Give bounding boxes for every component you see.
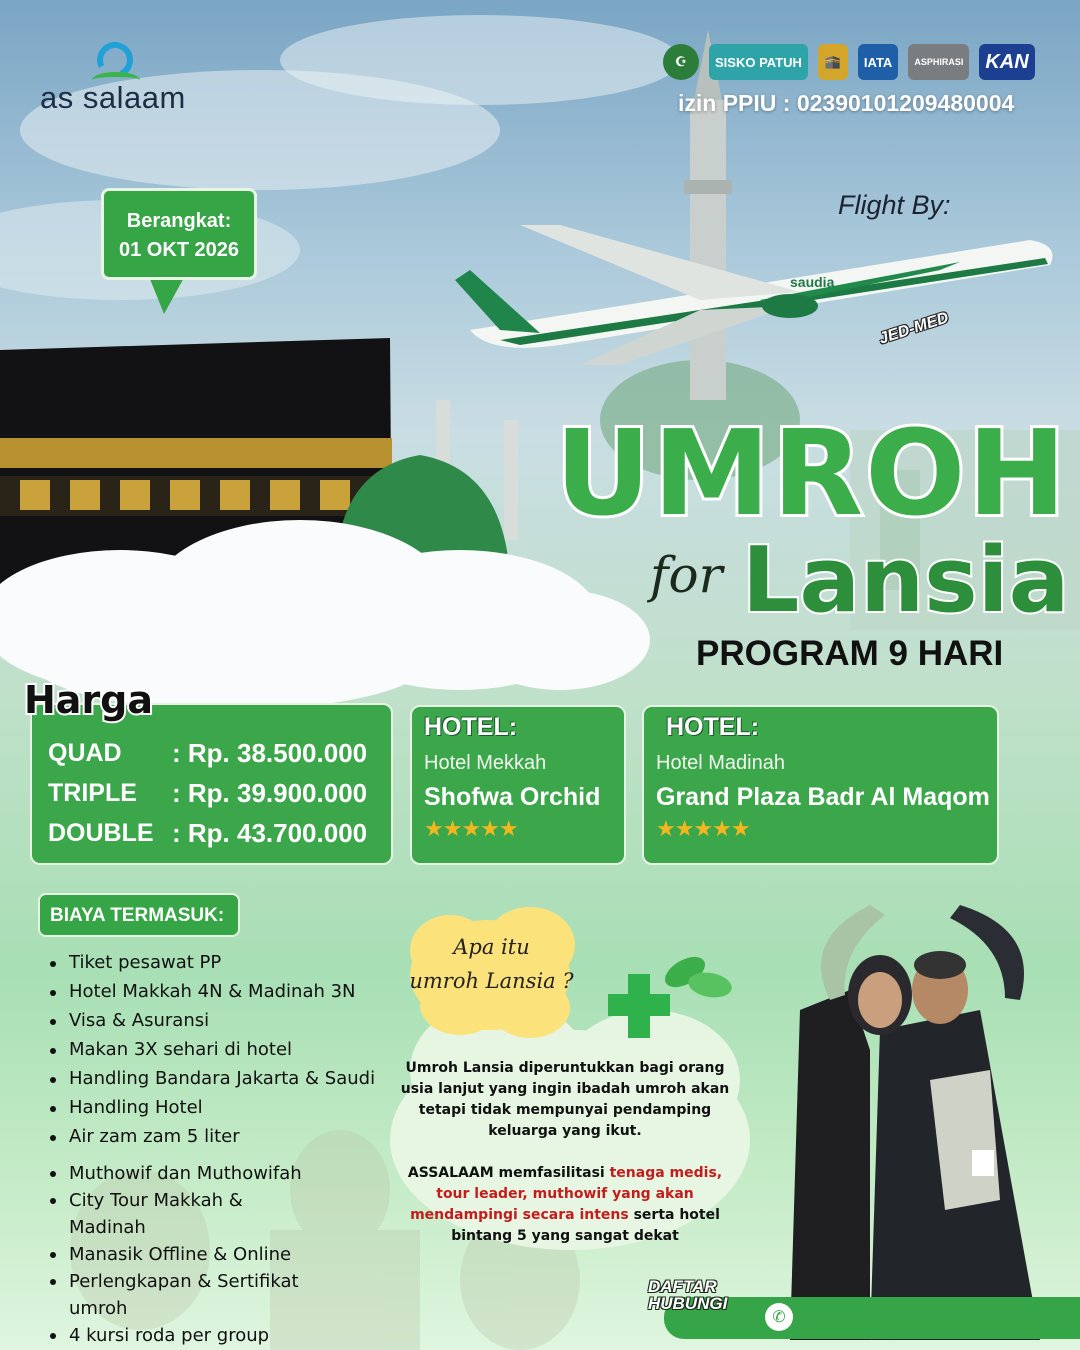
list-item: Manasik Offline & Online [48,1241,308,1268]
room-type: TRIPLE [48,778,137,807]
airline-logo: saudia [790,274,835,290]
iata-logo: IATA [858,44,898,80]
info-description [400,1058,730,1247]
title-umroh: UMROH [555,404,1069,542]
list-item: Makan 3X sehari di hotel [48,1037,375,1066]
info-highlight: tenaga medis, tour leader, muthowif yang akan mendampingi secara intens [410,1165,723,1223]
kemenag-logo-icon: ☪ [663,44,699,80]
title-for: for [650,546,723,604]
hotel-stars-icon: ★★★★★ [656,816,750,841]
title-lansia: Lansia [742,528,1070,633]
kan-logo: KAN [979,44,1034,80]
info-text: serta hotel bintang 5 yang sangat dekat [451,1207,720,1244]
room-type: QUAD [48,738,122,767]
price-row-triple [48,773,391,813]
list-item: Air zam zam 5 liter [48,1124,375,1153]
hotel-city: Hotel Mekkah [424,752,547,774]
price-card [30,703,393,865]
info-paragraph-2 [400,1163,730,1247]
hotel-name: Grand Plaza Badr Al Maqom [656,783,990,811]
cta-hubungi[interactable]: HUBUNGI [648,1294,728,1313]
umrah-logo-icon: 🕋 [818,44,848,80]
flight-by-label: Flight By: [838,190,951,220]
cta-daftar[interactable]: DAFTAR [648,1277,717,1296]
price-row-quad [48,733,391,773]
includes-list-1 [48,950,375,1153]
room-price: : Rp. 39.900.000 [172,777,368,808]
question-line-1: Apa itu [453,935,530,959]
hotel-stars-icon: ★★★★★ [424,816,518,841]
departure-label: Berangkat: [126,210,232,232]
list-item: 4 kursi roda per group [48,1322,308,1349]
room-type: DOUBLE [48,818,154,847]
departure-bubble [101,188,257,280]
info-paragraph-1: Umroh Lansia diperuntukkan bagi orang usia lanjut yang ingin ibadah umroh akan tetapi tidak mempunyai pendamping keluarga yang ikut. [400,1060,730,1139]
cta-label[interactable] [648,1278,727,1312]
flight-route: JED-MED [876,309,951,348]
list-item: Handling Bandara Jakarta & Saudi [48,1066,375,1095]
hotel-heading: HOTEL: [424,713,518,741]
hotel-card-mekkah [410,705,626,865]
includes-list-2 [48,1160,308,1349]
brand-name: as salaam [40,80,186,115]
hotel-heading: HOTEL: [666,713,760,741]
asphirasi-logo: ASPHIRASI [908,44,969,80]
phone-icon[interactable]: ✆ [765,1303,793,1331]
ppiu-license: izin PPIU : 02390101209480004 [678,90,1015,116]
price-row-double [48,813,391,853]
hotel-city: Hotel Madinah [656,752,785,774]
info-text: ASSALAAM memfasilitasi [407,1165,610,1181]
pricing-title: Harga [24,678,154,722]
info-question [404,930,579,998]
accreditation-badges [663,44,1035,80]
departure-date: 01 OKT 2026 [118,239,240,261]
room-price: : Rp. 43.700.000 [172,817,368,848]
list-item: Muthowif dan Muthowifah [48,1160,308,1187]
list-item: Visa & Asuransi [48,1008,375,1037]
includes-label: BIAYA TERMASUK: [38,893,240,937]
question-line-2: umroh Lansia ? [409,969,574,993]
hotel-name: Shofwa Orchid [424,783,601,811]
bubble-tail [148,274,186,314]
sisko-patuh-logo: SISKO PATUH [709,44,808,80]
list-item: Perlengkapan & Sertifikat umroh [48,1268,308,1322]
hotel-card-madinah [642,705,999,865]
medical-plus-icon-bar [608,994,670,1016]
list-item: Handling Hotel [48,1095,375,1124]
list-item: City Tour Makkah & Madinah [48,1187,308,1241]
program-duration: PROGRAM 9 HARI [696,634,1004,673]
list-item: Hotel Makkah 4N & Madinah 3N [48,979,375,1008]
room-price: : Rp. 38.500.000 [172,737,368,768]
list-item: Tiket pesawat PP [48,950,375,979]
